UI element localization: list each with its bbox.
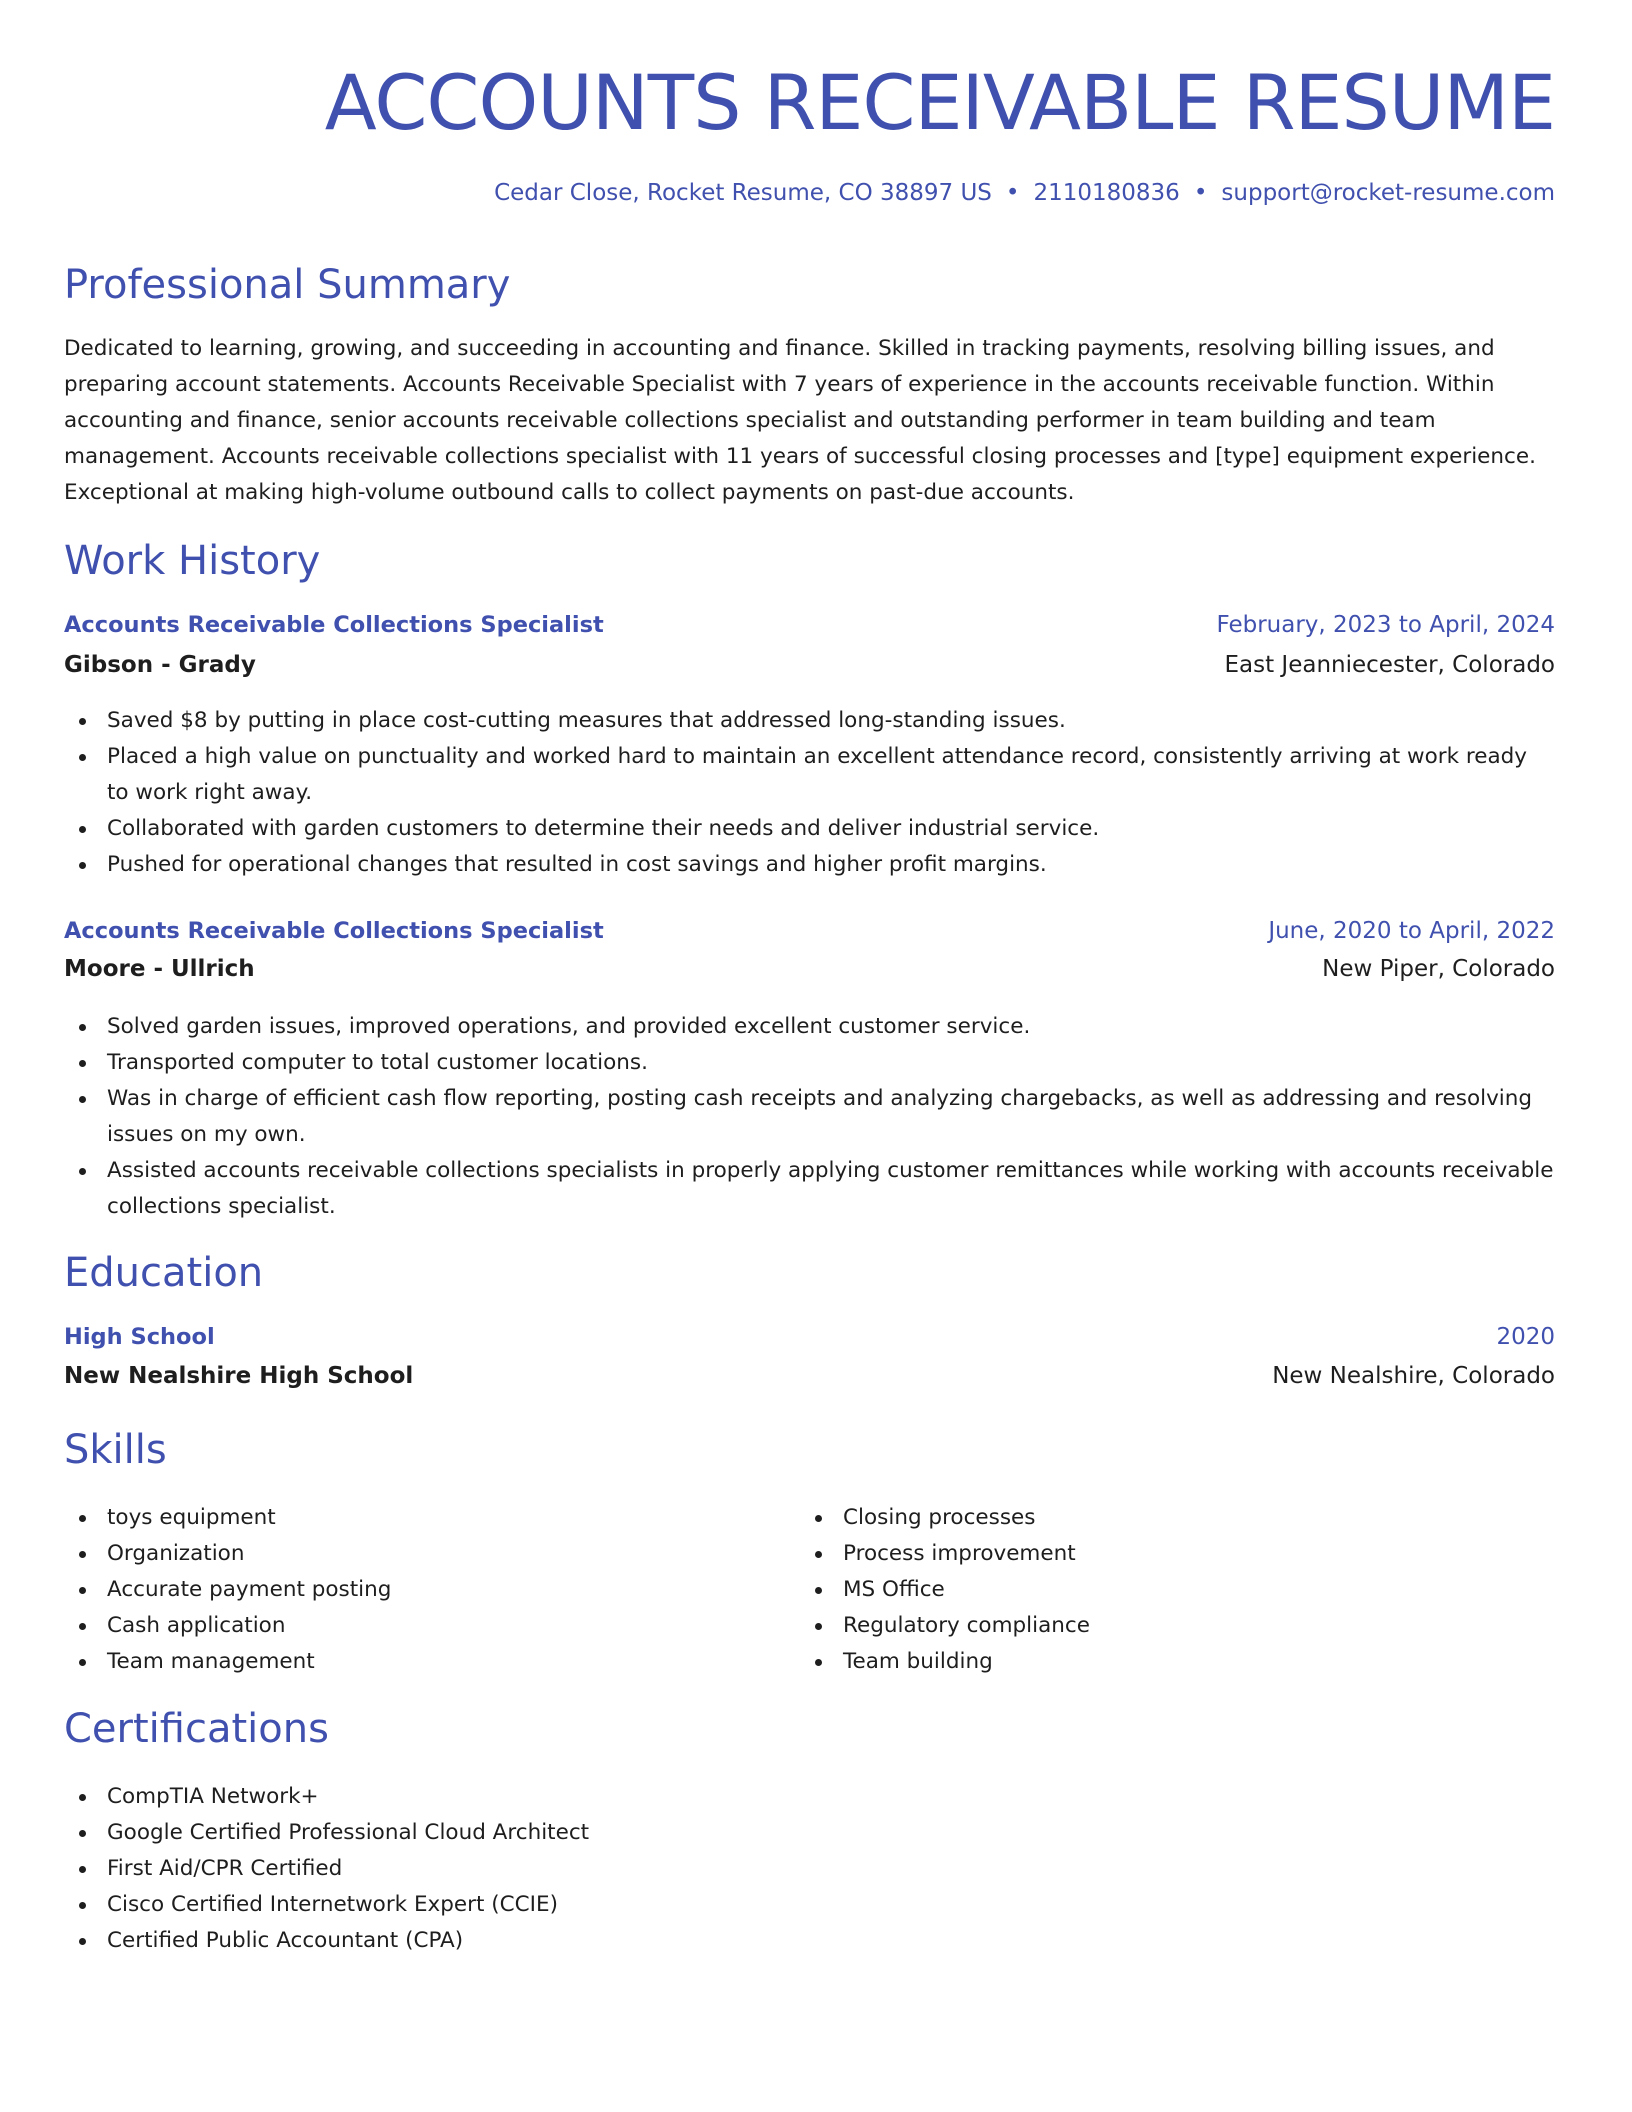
list-item: Assisted accounts receivable collections specialists in properly applying customer remittances while working with accounts receivable collections specialist. xyxy=(64,1153,1555,1225)
skills-list-left xyxy=(64,1500,764,1680)
education-degree: High School xyxy=(64,1324,215,1350)
list-item: First Aid/CPR Certified xyxy=(64,1851,1555,1887)
work-history-heading: Work History xyxy=(64,538,321,584)
certifications-heading: Certifications xyxy=(64,1706,329,1752)
contact-address: Cedar Close, Rocket Resume, CO 38897 US xyxy=(494,180,992,206)
education-heading: Education xyxy=(64,1250,264,1296)
resume-title: ACCOUNTS RECEIVABLE RESUME xyxy=(324,58,1555,147)
skills-heading: Skills xyxy=(64,1427,167,1473)
list-item: Team building xyxy=(800,1644,1500,1680)
job-dates: June, 2020 to April, 2022 xyxy=(1268,918,1555,944)
education-location: New Nealshire, Colorado xyxy=(1272,1363,1555,1389)
job-header xyxy=(64,612,1555,648)
job-bullets xyxy=(64,1009,1555,1225)
education-subheader xyxy=(64,1363,1555,1399)
list-item: Collaborated with garden customers to determine their needs and deliver industrial service. xyxy=(64,811,1555,847)
contact-separator: • xyxy=(1193,180,1208,206)
job-dates: February, 2023 to April, 2024 xyxy=(1216,612,1555,638)
job-title: Accounts Receivable Collections Specialist xyxy=(64,612,604,638)
list-item: Process improvement xyxy=(800,1536,1500,1572)
list-item: toys equipment xyxy=(64,1500,764,1536)
list-item: Was in charge of efficient cash flow reporting, posting cash receipts and analyzing chargebacks, as well as addressing and resolving issues on my own. xyxy=(64,1081,1555,1153)
list-item: Closing processes xyxy=(800,1500,1500,1536)
list-item: Team management xyxy=(64,1644,764,1680)
list-item: Pushed for operational changes that resulted in cost savings and higher profit margins. xyxy=(64,847,1555,883)
job-location: New Piper, Colorado xyxy=(1322,956,1555,982)
list-item: Cisco Certified Internetwork Expert (CCIE) xyxy=(64,1887,1555,1923)
list-item: Accurate payment posting xyxy=(64,1572,764,1608)
education-year: 2020 xyxy=(1496,1324,1555,1350)
contact-separator: • xyxy=(1005,180,1020,206)
list-item: MS Office xyxy=(800,1572,1500,1608)
certifications-list xyxy=(64,1779,1555,1959)
list-item: CompTIA Network+ xyxy=(64,1779,1555,1815)
job-subheader xyxy=(64,956,1555,992)
education-header xyxy=(64,1324,1555,1360)
contact-email: support@rocket-resume.com xyxy=(1221,180,1555,206)
list-item: Cash application xyxy=(64,1608,764,1644)
skills-list-right xyxy=(800,1500,1500,1680)
list-item: Organization xyxy=(64,1536,764,1572)
list-item: Certified Public Accountant (CPA) xyxy=(64,1923,1555,1959)
job-header xyxy=(64,918,1555,954)
summary-heading: Professional Summary xyxy=(64,262,511,308)
job-title: Accounts Receivable Collections Specialist xyxy=(64,918,604,944)
contact-line xyxy=(494,180,1555,206)
job-subheader xyxy=(64,652,1555,688)
job-bullets xyxy=(64,703,1555,883)
list-item: Google Certified Professional Cloud Architect xyxy=(64,1815,1555,1851)
list-item: Saved $8 by putting in place cost-cutting measures that addressed long-standing issues. xyxy=(64,703,1555,739)
education-school: New Nealshire High School xyxy=(64,1363,414,1389)
list-item: Solved garden issues, improved operations, and provided excellent customer service. xyxy=(64,1009,1555,1045)
job-company: Moore - Ullrich xyxy=(64,956,255,982)
list-item: Placed a high value on punctuality and worked hard to maintain an excellent attendance record, consistently arriving at work ready to work right away. xyxy=(64,739,1555,811)
list-item: Regulatory compliance xyxy=(800,1608,1500,1644)
job-company: Gibson - Grady xyxy=(64,652,256,678)
summary-text: Dedicated to learning, growing, and succeeding in accounting and finance. Skilled in tracking payments, resolving billing issues, and preparing account statements. Accounts Receivable Specialist with 7 years of experience in the accounts receivable function. Within accounting and finance, senior accounts receivable collections specialist and outstanding performer in team building and team management. Accounts receivable collections specialist with 11 years of successful closing processes and [type] equipment experience. Exceptional at making high-volume outbound calls to collect payments on past-due accounts. xyxy=(64,336,1536,505)
job-location: East Jeanniecester, Colorado xyxy=(1224,652,1555,678)
contact-phone: 2110180836 xyxy=(1033,180,1180,206)
list-item: Transported computer to total customer locations. xyxy=(64,1045,1555,1081)
